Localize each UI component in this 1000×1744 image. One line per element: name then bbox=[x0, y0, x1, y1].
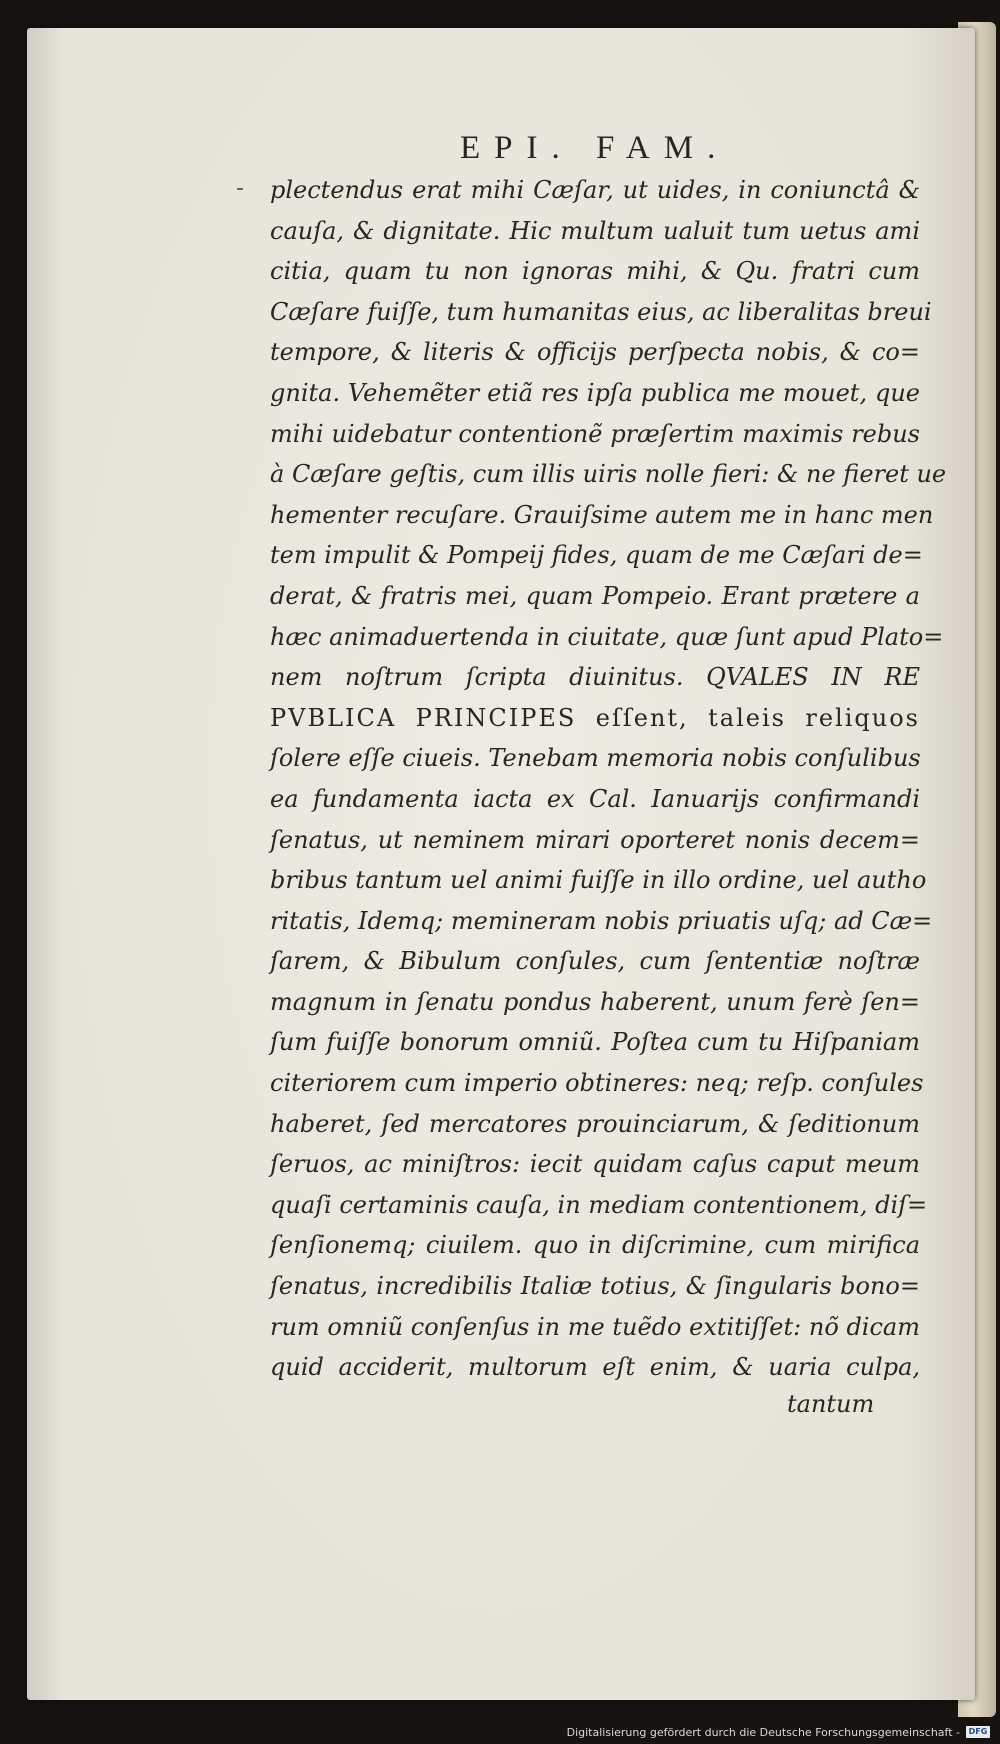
text-line: derat, & fratris mei, quam Pompeio. Erant prætere a bbox=[270, 581, 920, 610]
text-line: gnita. Vehemẽter etiã res ipſa publica me mouet, que bbox=[270, 378, 920, 407]
text-line: nem noſtrum ſcripta diuinitus. QVALES IN RE bbox=[270, 663, 920, 692]
text-line: ſum fuiſſe bonorum omniũ. Poſtea cum tu Hiſpaniam bbox=[270, 1028, 920, 1057]
text-line: haberet, ſed mercatores prouinciarum, & ſeditionum bbox=[270, 1109, 920, 1138]
text-line: citia, quam tu non ignoras mihi, & Qu. fratri cum bbox=[270, 257, 920, 286]
text-line: ea fundamenta iacta ex Cal. Ianuarijs confirmandi bbox=[270, 784, 920, 813]
text-line: PVBLICA PRINCIPES eſſent, taleis reliquos bbox=[270, 703, 920, 732]
text-line: ſarem, & Bibulum conſules, cum ſententiæ noſtræ bbox=[270, 947, 920, 976]
text-line: ſeruos, ac miniſtros: iecit quidam caſus caput meum bbox=[270, 1150, 920, 1179]
text-line: cauſa, & dignitate. Hic multum ualuit tum uetus ami bbox=[270, 216, 920, 245]
credit-text: Digitalisierung gefördert durch die Deutsche Forschungsgemeinschaft - bbox=[566, 1725, 960, 1739]
text-line: ſenatus, incredibilis Italiæ totius, & ſingularis bono= bbox=[270, 1272, 920, 1301]
text-line: ſenſionemq; ciuilem. quo in diſcrimine, cum mirifica bbox=[270, 1231, 920, 1260]
body-text bbox=[270, 170, 947, 1388]
text-line: ſolere eſſe ciueis. Tenebam memoria nobis conſulibus bbox=[270, 744, 921, 773]
text-line: plectendus erat mihi Cæſar, ut uides, in coniunctâ & bbox=[270, 176, 920, 204]
text-line: citeriorem cum imperio obtineres: neq; reſp. conſules bbox=[270, 1069, 924, 1098]
text-line: ſenatus, ut neminem mirari oporteret nonis decem= bbox=[270, 825, 920, 854]
running-head: EPI. FAM. bbox=[460, 130, 730, 166]
text-line: Cæſare fuiſſe, tum humanitas eius, ac liberalitas breui bbox=[270, 297, 932, 326]
text-line: quid acciderit, multorum eſt enim, & uaria culpa, bbox=[270, 1353, 920, 1382]
text-line: rum omniũ conſenſus in me tuẽdo extitiſſet: nõ dicam bbox=[270, 1312, 920, 1341]
text-line: hementer recuſare. Grauiſsime autem me in hanc men bbox=[270, 500, 934, 529]
margin-mark bbox=[237, 188, 243, 190]
text-line: magnum in ſenatu pondus haberent, unum ferè ſen= bbox=[270, 987, 920, 1016]
text-line: ritatis, Idemq; memineram nobis priuatis uſq; ad Cæ= bbox=[270, 906, 933, 935]
text-line: hæc animaduertenda in ciuitate, quæ ſunt apud Plato= bbox=[270, 622, 944, 651]
text-line: tem impulit & Pompeij fides, quam de me Cæſari de= bbox=[270, 541, 923, 570]
text-line: mihi uidebatur contentionẽ præſertim maximis rebus bbox=[270, 419, 920, 448]
catchword: tantum bbox=[787, 1390, 875, 1418]
text-line: bribus tantum uel animi fuiſſe in illo ordine, uel autho bbox=[270, 866, 927, 895]
text-line: quaſi certaminis cauſa, in mediam contentionem, diſ= bbox=[270, 1190, 928, 1219]
text-line: tempore, & literis & officijs perſpecta nobis, & co= bbox=[270, 338, 920, 367]
dfg-logo: DFG bbox=[966, 1726, 990, 1738]
text-line: à Cæſare geſtis, cum illis uiris nolle fieri: & ne fieret ue bbox=[270, 460, 947, 489]
digitization-credit bbox=[567, 1724, 990, 1740]
